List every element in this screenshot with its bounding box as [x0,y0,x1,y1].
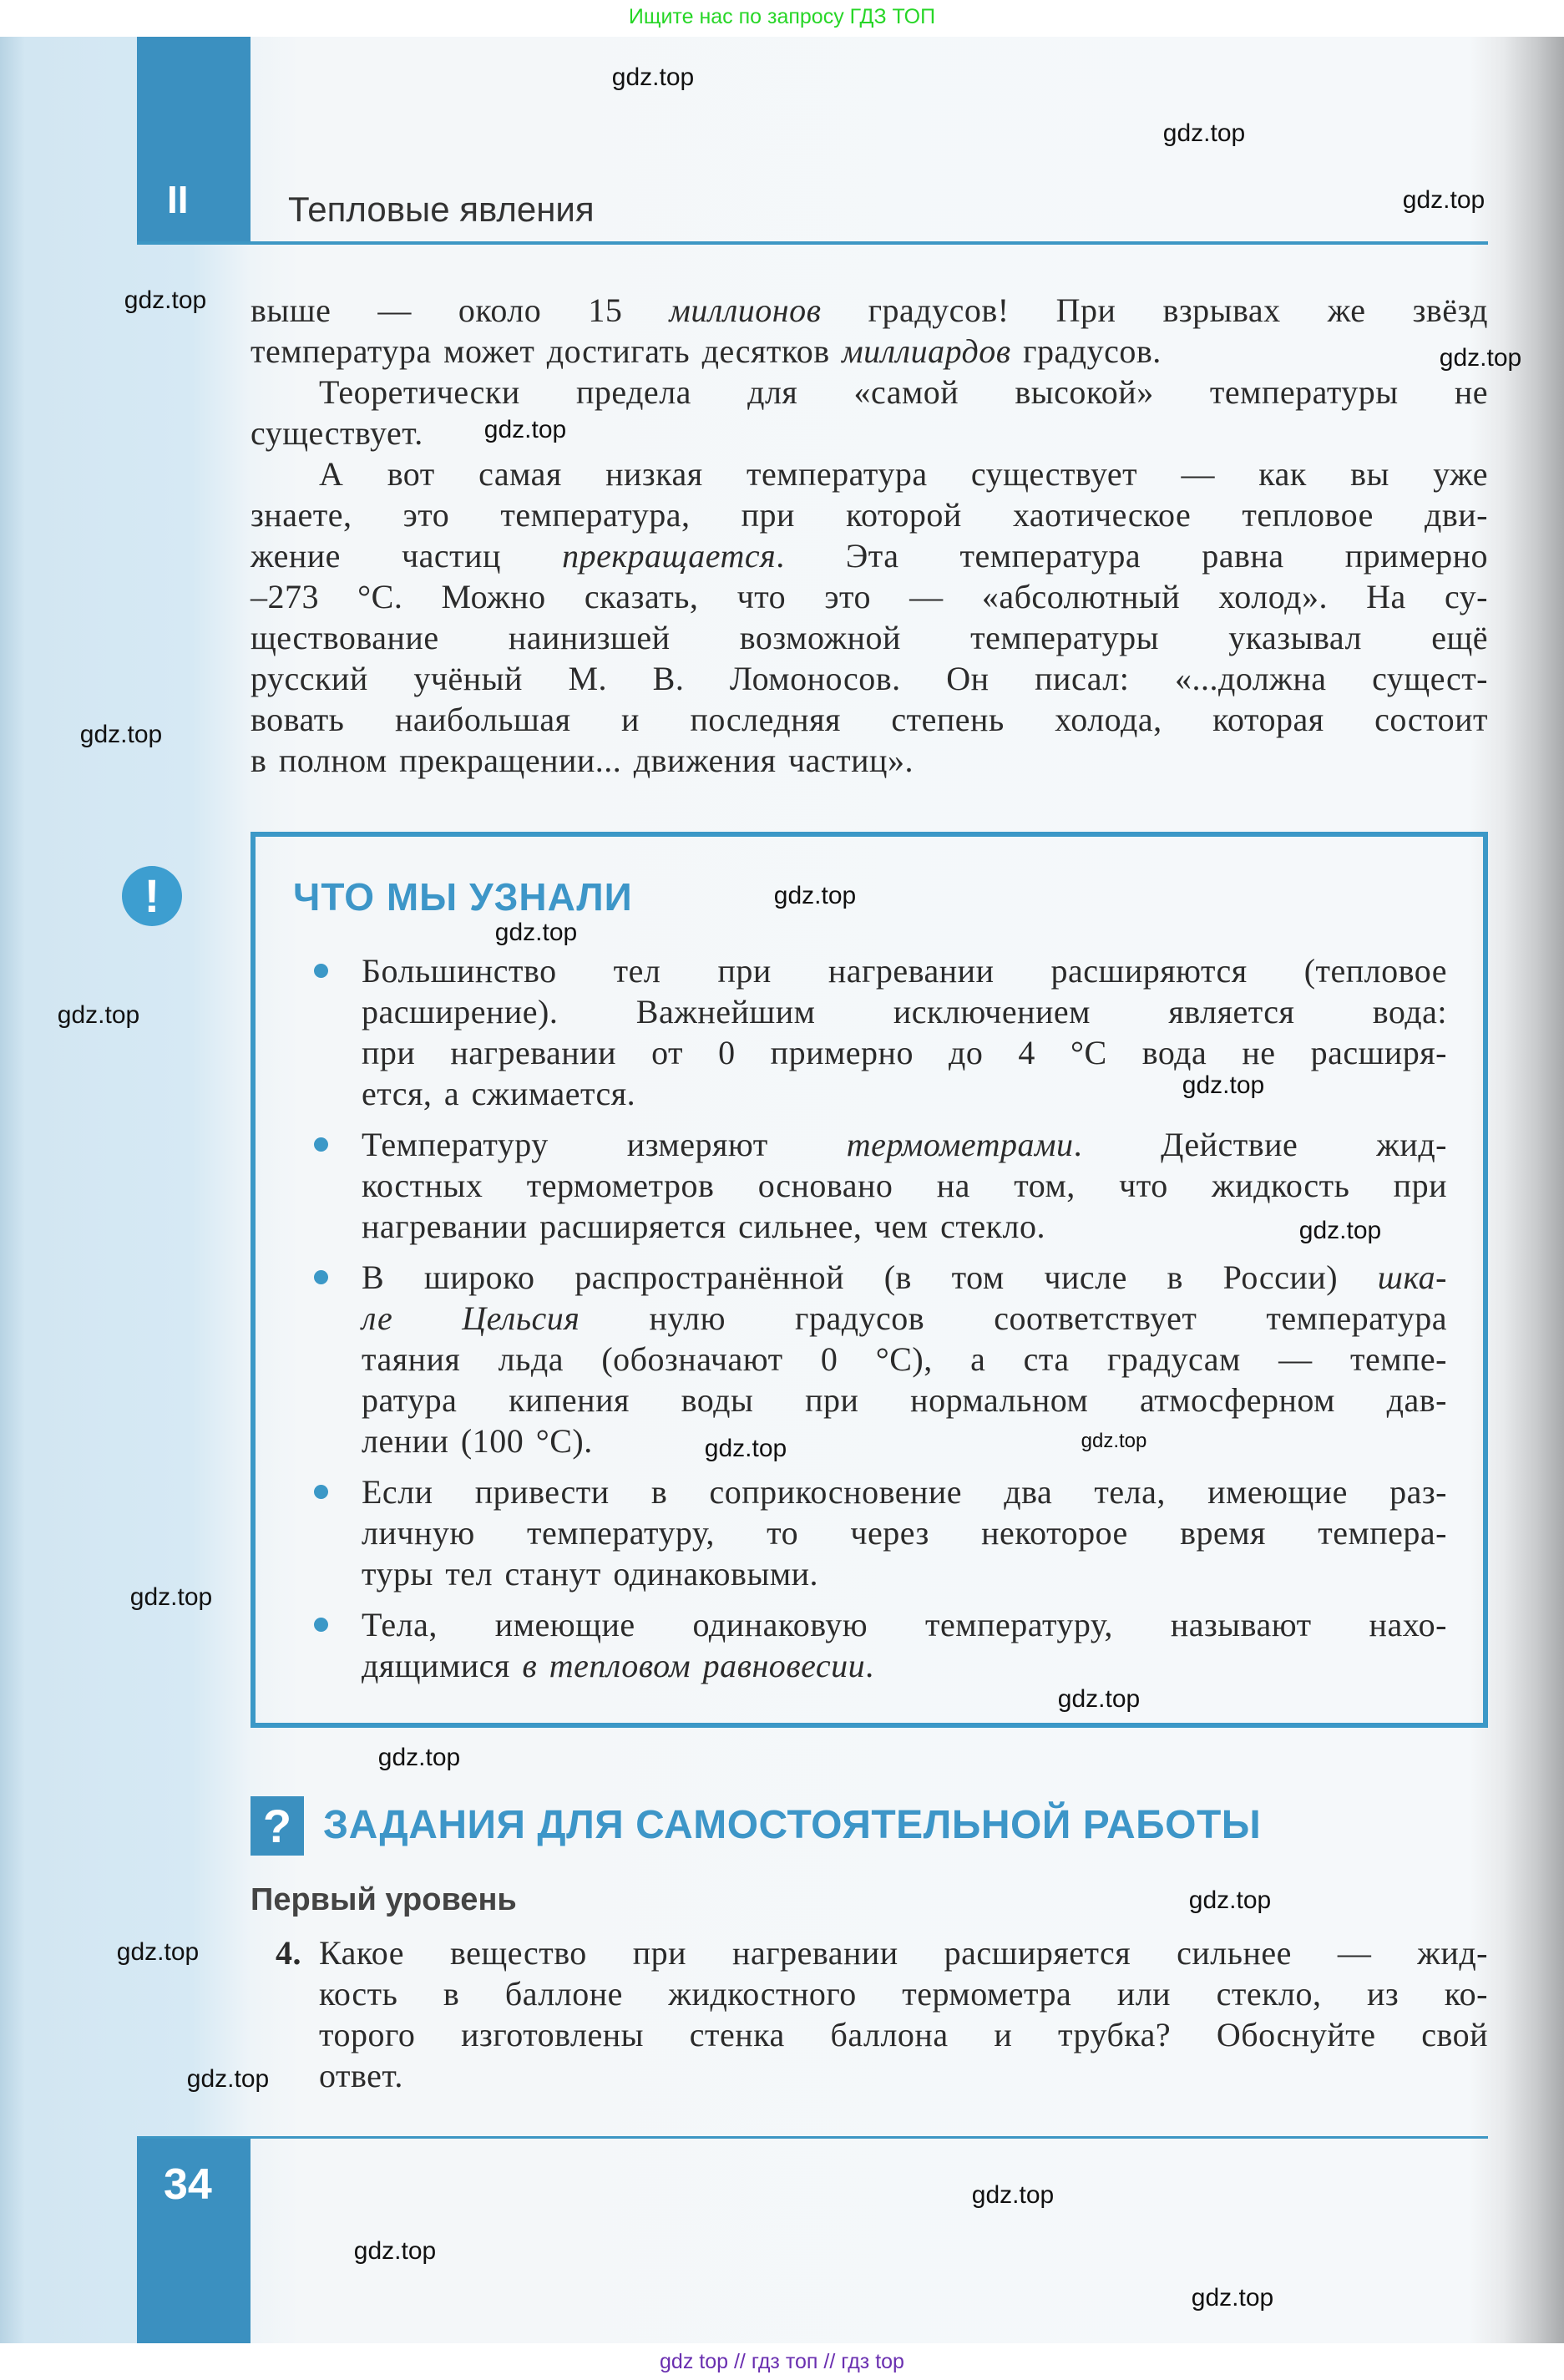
watermark: gdz.top [1188,1886,1272,1914]
text-line [251,535,1488,576]
bullet-icon [314,1270,328,1284]
watermark: gdz.top [1439,344,1522,372]
watermark: gdz.top [494,919,578,946]
text-segment: А вот самая низкая температура существует — как вы уже [319,455,1488,493]
text-segment: при нагревании от 0 примерно до 4 °С вода не расширя- [362,1034,1447,1071]
watermark: gdz.top [1182,1071,1265,1099]
text-segment: В широко распространённой (в том числе в России) [362,1258,1378,1296]
text-line [362,1298,1447,1339]
text-line [251,290,1488,331]
watermark: gdz.top [57,1001,140,1029]
bullet-icon [314,1485,328,1499]
text-line [362,1645,874,1686]
watermark: gdz.top [1081,1430,1147,1452]
text-line [362,1206,1045,1247]
watermark: gdz.top [124,286,207,314]
text-line [362,1553,818,1594]
italic-term: ле Цельсия [362,1299,580,1337]
tasks-title: ЗАДАНИЯ ДЛЯ САМОСТОЯТЕЛЬНОЙ РАБОТЫ [323,1803,1262,1847]
watermark: gdz.top [79,721,163,748]
watermark: gdz.top [377,1744,461,1771]
text-line [362,1257,1447,1298]
text-segment: . [865,1647,874,1684]
page-number: 34 [164,2160,212,2209]
text-segment: русский учёный М. В. Ломоносов. Он писал: «...должна сущест- [251,660,1488,697]
text-line [251,413,423,453]
summary-bullet-item [362,1124,1447,1247]
text-line [362,1124,1447,1165]
text-line [362,1339,1447,1380]
text-segment: лении (100 °С). [362,1422,593,1460]
text-segment: Если привести в соприкосновение два тела, имеющие раз- [362,1473,1447,1511]
text-segment: Теоретически предела для «самой высокой» температуры не [319,373,1488,411]
text-segment: выше — около 15 [251,291,670,329]
watermark: gdz.top [129,1583,213,1611]
top-banner[interactable]: Ищите нас по запросу ГДЗ ТОП [0,0,1564,37]
text-segment: Тела, имеющие одинаковую температуру, называют нахо- [362,1606,1447,1643]
text-line [362,1604,1447,1645]
watermark: gdz.top [186,2065,270,2093]
text-line [362,1032,1447,1073]
summary-bullet-item [362,1257,1447,1461]
text-segment: температура может достигать десятков [251,332,843,370]
watermark: gdz.top [1298,1217,1382,1244]
text-segment: ществование наинизшей возможной температуры указывал ещё [251,619,1488,656]
watermark: gdz.top [1162,119,1246,147]
text-line [362,1073,635,1114]
summary-bullet-item [362,1604,1447,1686]
text-segment: ратура кипения воды при нормальном атмосферном дав- [362,1381,1447,1419]
task-text [319,1932,1488,2096]
italic-term: миллиардов [842,332,1011,370]
text-line [251,740,914,781]
text-segment: вовать наибольшая и последняя степень холода, которая состоит [251,701,1488,738]
text-segment: . Эта температура равна примерно [776,537,1488,575]
text-line [251,617,1488,658]
text-segment: ответ. [319,2057,403,2094]
text-segment: знаете, это температура, при которой хаотическое тепловое дви- [251,496,1488,534]
text-segment: Какое вещество при нагревании расширяется сильнее — жид- [319,1934,1488,1972]
text-segment: костных термометров основано на том, что жидкость при [362,1167,1447,1204]
text-segment: жение частиц [251,537,563,575]
summary-bullet-item [362,1471,1447,1594]
text-segment: личную температуру, то через некоторое время темпера- [362,1514,1447,1552]
text-line [362,950,1447,991]
text-line [251,494,1488,535]
text-segment: градусов. [1010,332,1162,370]
exclamation-icon: ! [122,866,182,926]
text-line [362,1165,1447,1206]
watermark: gdz.top [611,63,695,91]
text-line [251,658,1488,699]
italic-term: миллионов [669,291,822,329]
chapter-title: Тепловые явления [288,190,595,229]
text-segment: торого изготовлены стенка баллона и трубка? Обоснуйте свой [319,2016,1488,2053]
text-segment: таяния льда (обозначают 0 °С), а ста градусам — темпе- [362,1340,1447,1378]
text-line [251,331,1162,372]
summary-bullet-item [362,950,1447,1114]
italic-term: шка- [1377,1258,1447,1296]
text-line [251,699,1488,740]
text-line [362,1380,1447,1420]
level-heading: Первый уровень [251,1882,517,1917]
bullet-icon [314,1137,328,1152]
summary-title: ЧТО МЫ УЗНАЛИ [293,875,633,919]
bottom-banner[interactable]: gdz top // гдз топ // гдз top [0,2343,1564,2380]
watermark: gdz.top [773,882,857,909]
watermark: gdz.top [1057,1685,1141,1713]
text-segment: расширение). Важнейшим исключением является вода: [362,993,1447,1030]
text-line [319,1932,1488,1973]
text-segment: туры тел станут одинаковыми. [362,1555,819,1593]
text-segment: Большинство тел при нагревании расширяются (тепловое [362,952,1447,990]
text-segment: нагревании расширяется сильнее, чем стекло. [362,1208,1045,1245]
text-line [251,453,1488,494]
header-divider [137,241,1488,245]
text-line [362,991,1447,1032]
text-line [251,576,1488,617]
summary-bullets [362,950,1447,1696]
watermark: gdz.top [483,416,567,443]
text-segment: Температуру измеряют [362,1126,847,1163]
text-segment: нулю градусов соответствует температура [580,1299,1448,1337]
italic-term: прекращается [562,537,777,575]
watermark: gdz.top [353,2237,437,2265]
text-segment: ется, а сжимается. [362,1075,636,1112]
chapter-band [137,37,251,243]
text-line [362,1471,1447,1512]
text-segment: . Действие жид- [1073,1126,1447,1163]
text-segment: существует. [251,414,423,452]
chapter-number: II [167,178,189,221]
bullet-icon [314,1618,328,1632]
watermark: gdz.top [1402,186,1486,214]
italic-term: в тепловом равновесии [522,1647,866,1684]
text-segment: кость в баллоне жидкостного термометра или стекло, из ко- [319,1975,1488,2013]
watermark: gdz.top [1191,2284,1274,2312]
text-segment: –273 °С. Можно сказать, что это — «абсолютный холод». На су- [251,578,1488,615]
watermark: gdz.top [971,2181,1055,2209]
text-segment: дящимися [362,1647,523,1684]
text-segment: в полном прекращении... движения частиц». [251,742,914,779]
watermark: gdz.top [704,1435,787,1462]
italic-term: термометрами [846,1126,1074,1163]
text-line [319,1973,1488,2014]
question-icon: ? [251,1796,304,1856]
footer-divider [137,2136,1488,2139]
text-line [319,2055,403,2096]
text-segment: градусов! При взрывах же звёзд [821,291,1488,329]
bullet-icon [314,964,328,978]
task-item [276,1932,1488,2096]
task-number: 4. [276,1934,301,1972]
text-line [251,372,1488,413]
text-line [362,1420,593,1461]
text-line [362,1512,1447,1553]
text-line [319,2014,1488,2055]
intro-paragraphs [251,290,1488,781]
watermark: gdz.top [116,1938,200,1966]
